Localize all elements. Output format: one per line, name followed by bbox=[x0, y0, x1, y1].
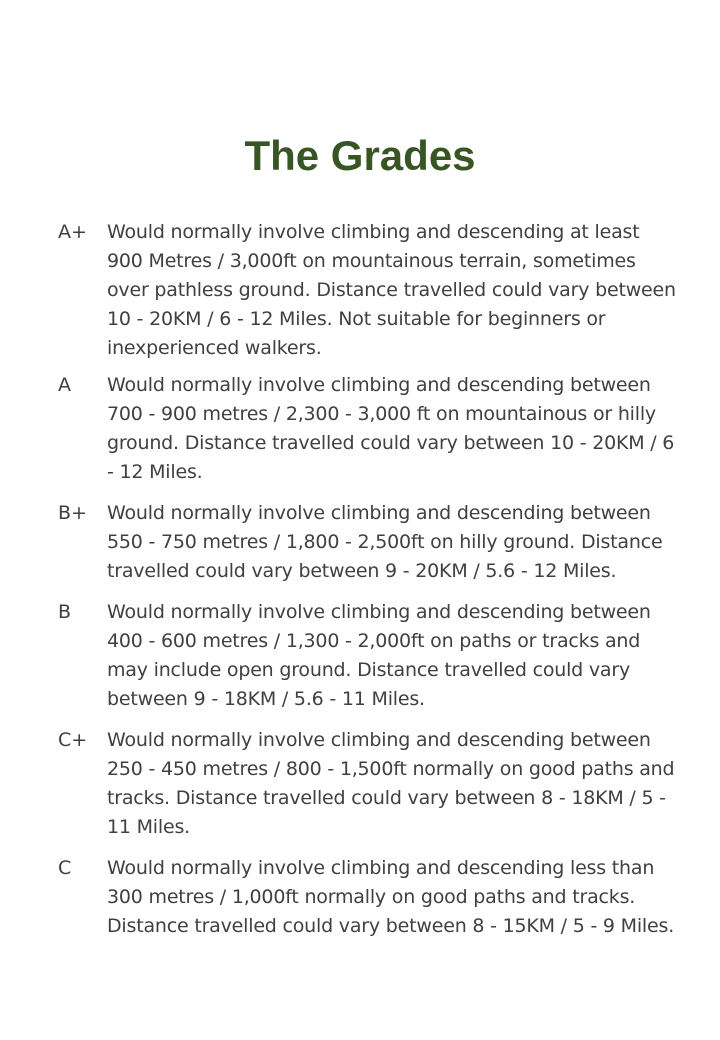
grade-item-a bbox=[58, 371, 678, 487]
grade-description: Would normally involve climbing and descending between 550 - 750 metres / 1,800 - 2,500ft on hilly ground. Distance travelled could vary between 9 - 20KM / 5.6 - 12 Miles. bbox=[107, 502, 663, 582]
grade-code: C+ bbox=[58, 729, 88, 751]
grade-code: A+ bbox=[58, 221, 87, 243]
grade-item-c-plus bbox=[58, 726, 678, 842]
grade-description: Would normally involve climbing and descending at least 900 Metres / 3,000ft on mountainous terrain, sometimes over pathless ground. Distance travelled could vary between 10 - 20KM / 6 - 12 Miles. Not suitable for beginners or inexperienced walkers. bbox=[107, 221, 676, 359]
grade-code: B bbox=[58, 601, 72, 623]
grade-item-c bbox=[58, 854, 678, 941]
grade-description: Would normally involve climbing and descending less than 300 metres / 1,000ft normally on good paths and tracks. Distance travelled could vary between 8 - 15KM / 5 - 9 Miles. bbox=[107, 857, 675, 937]
grade-code: B+ bbox=[58, 502, 87, 524]
grade-item-b bbox=[58, 598, 678, 714]
grade-item-b-plus bbox=[58, 499, 678, 586]
grade-code: A bbox=[58, 374, 71, 396]
page-title: The Grades bbox=[244, 132, 476, 179]
grade-description: Would normally involve climbing and descending between 250 - 450 metres / 800 - 1,500ft normally on good paths and tracks. Distance travelled could vary between 8 - 18KM / 5 - 11 Miles. bbox=[107, 729, 675, 838]
grade-description: Would normally involve climbing and descending between 400 - 600 metres / 1,300 - 2,000ft on paths or tracks and may include open ground. Distance travelled could vary between 9 - 18KM / 5.6 - 11 Miles. bbox=[107, 601, 651, 710]
grades-list bbox=[58, 218, 678, 949]
grade-item-a-plus bbox=[58, 218, 678, 363]
grade-code: C bbox=[58, 857, 72, 879]
grade-description: Would normally involve climbing and descending between 700 - 900 metres / 2,300 - 3,000 ft on mountainous or hilly ground. Distance travelled could vary between 10 - 20KM / 6 - 12 Miles. bbox=[107, 374, 675, 483]
